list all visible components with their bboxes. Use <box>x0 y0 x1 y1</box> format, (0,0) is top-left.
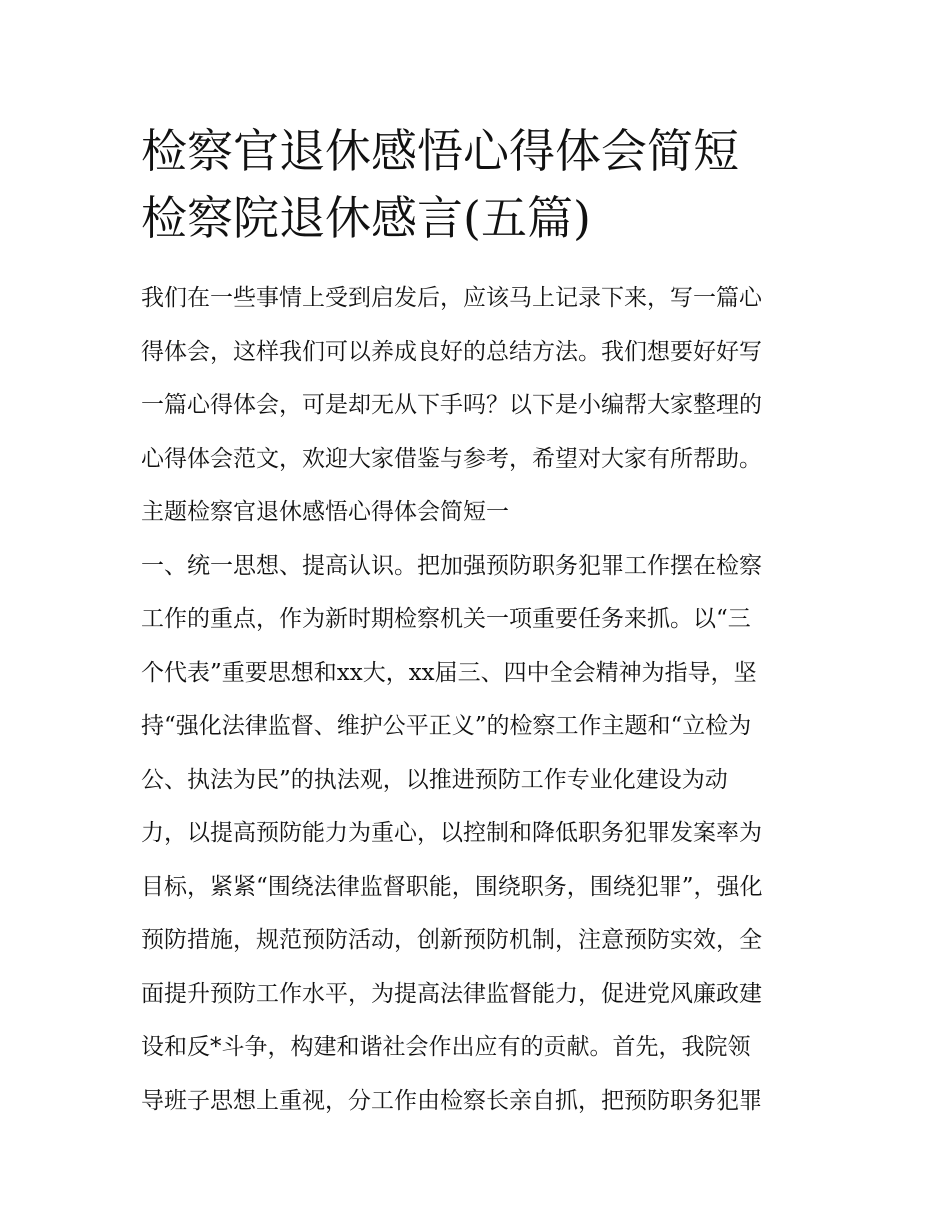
body-line: 持“强化法律监督、维护公平正义”的检察工作主题和“立检为 <box>141 713 752 739</box>
document-title <box>141 118 821 252</box>
body-line: 公、执法为民”的执法观，以推进预防工作专业化建设为动 <box>141 766 728 793</box>
body-line: 个代表”重要思想和xx大，xx届三、四中全会精神为指导，坚 <box>141 659 757 686</box>
body-line: 设和反*斗争，构建和谐社会作出应有的贡献。首先，我院领 <box>141 1034 751 1060</box>
title-line: 检察院退休感言(五篇) <box>141 191 591 245</box>
body-line: 面提升预防工作水平，为提高法律监督能力，促进党风廉政建 <box>141 980 762 1007</box>
body-line: 目标，紧紧“围绕法律监督职能，围绕职务，围绕犯罪”，强化 <box>141 873 763 900</box>
body-line: 工作的重点，作为新时期检察机关一项重要任务来抓。以“三 <box>141 606 751 632</box>
body-line: 一、统一思想、提高认识。把加强预防职务犯罪工作摆在检察 <box>141 552 762 579</box>
title-line: 检察官退休感悟心得体会简短 <box>141 124 739 178</box>
section-heading: 主题检察官退休感悟心得体会简短一 <box>141 499 509 525</box>
body-line: 预防措施，规范预防活动，创新预防机制，注意预防实效，全 <box>141 927 762 953</box>
body-line: 得体会，这样我们可以养成良好的总结方法。我们想要好好写 <box>141 338 762 365</box>
body-line: 一篇心得体会，可是却无从下手吗？以下是小编帮大家整理的 <box>141 392 762 418</box>
document-body <box>141 272 821 1128</box>
body-line: 我们在一些事情上受到启发后，应该马上记录下来，写一篇心 <box>141 285 762 311</box>
body-line: 导班子思想上重视，分工作由检察长亲自抓，把预防职务犯罪 <box>141 1087 762 1114</box>
document-page <box>141 118 821 1128</box>
body-line: 心得体会范文，欢迎大家借鉴与参考，希望对大家有所帮助。 <box>141 445 762 472</box>
body-line: 力，以提高预防能力为重心，以控制和降低职务犯罪发案率为 <box>141 820 762 846</box>
